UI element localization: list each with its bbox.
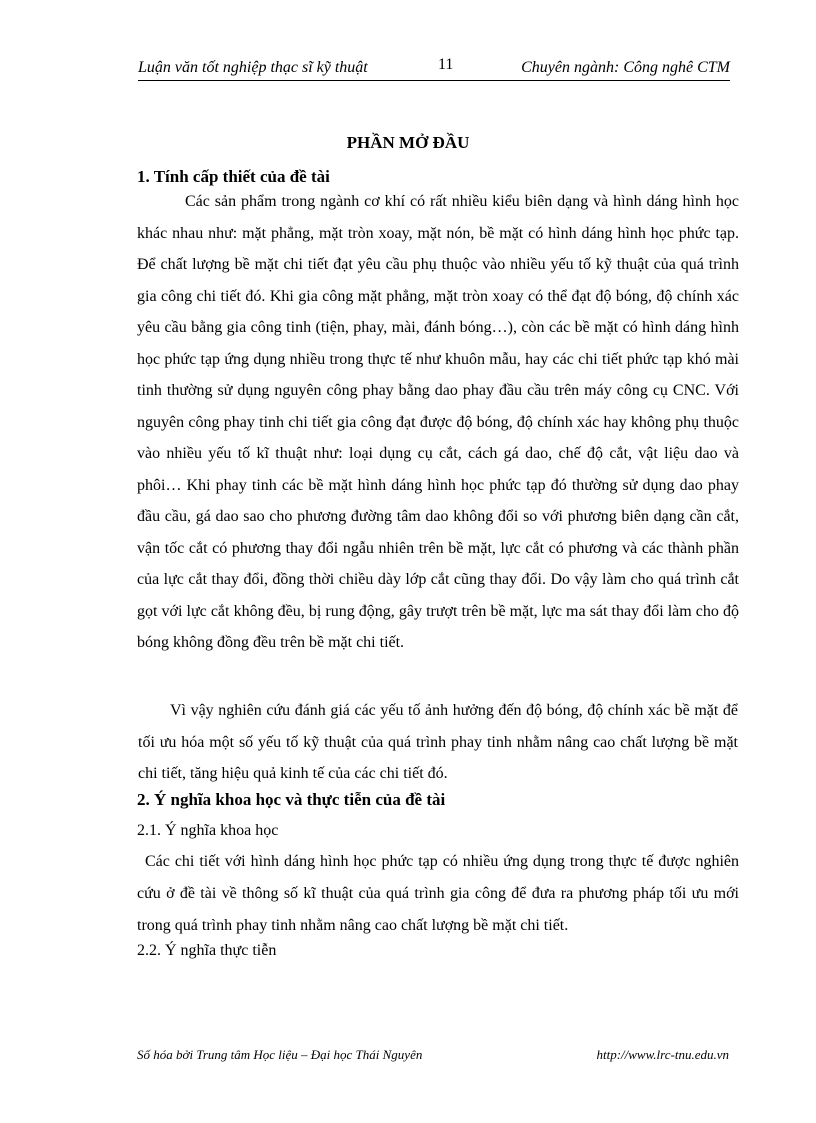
subsection-2-1-heading: 2.1. Ý nghĩa khoa học xyxy=(137,822,279,839)
section-1-paragraph-2 xyxy=(138,695,738,790)
section-1-heading: 1. Tính cấp thiết của đề tài xyxy=(137,167,330,186)
footer-source: Số hóa bởi Trung tâm Học liệu – Đại học Thái Nguyên xyxy=(137,1047,423,1062)
header-thesis-title: Luận văn tốt nghiệp thạc sĩ kỹ thuật xyxy=(138,59,368,76)
section-1-paragraph-1-text: Các sản phẩm trong ngành cơ khí có rất nhiều kiểu biên dạng và hình dáng hình học khác nhau như: mặt phẳng, mặt tròn xoay, mặt nón, bề mặt có hình dáng hình học phức tạp. Để chất lượng bề mặt chi tiết đạt yêu cầu phụ thuộc vào nhiều yếu tố kỹ thuật của quá trình gia công chi tiết đó. Khi gia công mặt phẳng, mặt tròn xoay có thể đạt độ bóng, độ chính xác yêu cầu bằng gia công tinh (tiện, phay, mài, đánh bóng…), còn các bề mặt có hình dáng hình học phức tạp ứng dụng nhiều trong thực tế như khuôn mẫu, hay các chi tiết phức tạp khó mài tinh thường sử dụng nguyên công phay bằng dao phay đầu cầu trên máy công cụ CNC. Với nguyên công phay tinh chi tiết gia công đạt được độ bóng, độ chính xác hay không phụ thuộc vào nhiều yếu tố kĩ thuật như: loại dụng cụ cắt, cách gá dao, chế độ cắt, vật liệu dao và phôi… Khi phay tinh các bề mặt hình dáng hình học phức tạp đó thường sử dụng dao phay đầu cầu, gá dao sao cho phương đường tâm dao không đổi so với phương biên dạng cần cắt, vận tốc cắt có phương thay đổi ngẫu nhiên trên bề mặt, lực cắt có phương và các thành phần của lực cắt thay đổi, đồng thời chiều dày lớp cắt cũng thay đổi. Do vậy làm cho quá trình cắt gọt với lực cắt không đều, bị rung động, gây trượt trên bề mặt, lực ma sát thay đổi làm cho độ bóng không đồng đều trên bề mặt chi tiết. xyxy=(137,193,739,651)
section-2-1-paragraph-text: Các chi tiết với hình dáng hình học phức tạp có nhiều ứng dụng trong thực tế được nghiên cứu ở đề tài về thông số kĩ thuật của quá trình gia công để đưa ra phương pháp tối ưu mới trong quá trình phay tinh nhằm nâng cao chất lượng bề mặt chi tiết. xyxy=(137,853,739,934)
section-2-heading: 2. Ý nghĩa khoa học và thực tiễn của đề tài xyxy=(137,790,446,809)
page-number: 11 xyxy=(438,56,454,73)
footer-url: http://www.lrc-tnu.edu.vn xyxy=(596,1047,729,1062)
page-header xyxy=(138,54,730,81)
section-1-paragraph-2-text: Vì vậy nghiên cứu đánh giá các yếu tố ảnh hưởng đến độ bóng, độ chính xác bề mặt để tối ưu hóa một số yếu tố kỹ thuật của quá trình phay tinh nhằm nâng cao chất lượng bề mặt chi tiết, tăng hiệu quả kinh tế của các chi tiết đó. xyxy=(138,702,738,782)
section-2-1-paragraph xyxy=(137,846,739,942)
section-1-paragraph-1 xyxy=(137,186,739,659)
subsection-2-2-heading: 2.2. Ý nghĩa thực tiễn xyxy=(137,942,277,959)
page-title: PHẦN MỞ ĐẦU xyxy=(346,133,470,152)
header-specialization: Chuyên ngành: Công nghê CTM xyxy=(521,59,730,76)
